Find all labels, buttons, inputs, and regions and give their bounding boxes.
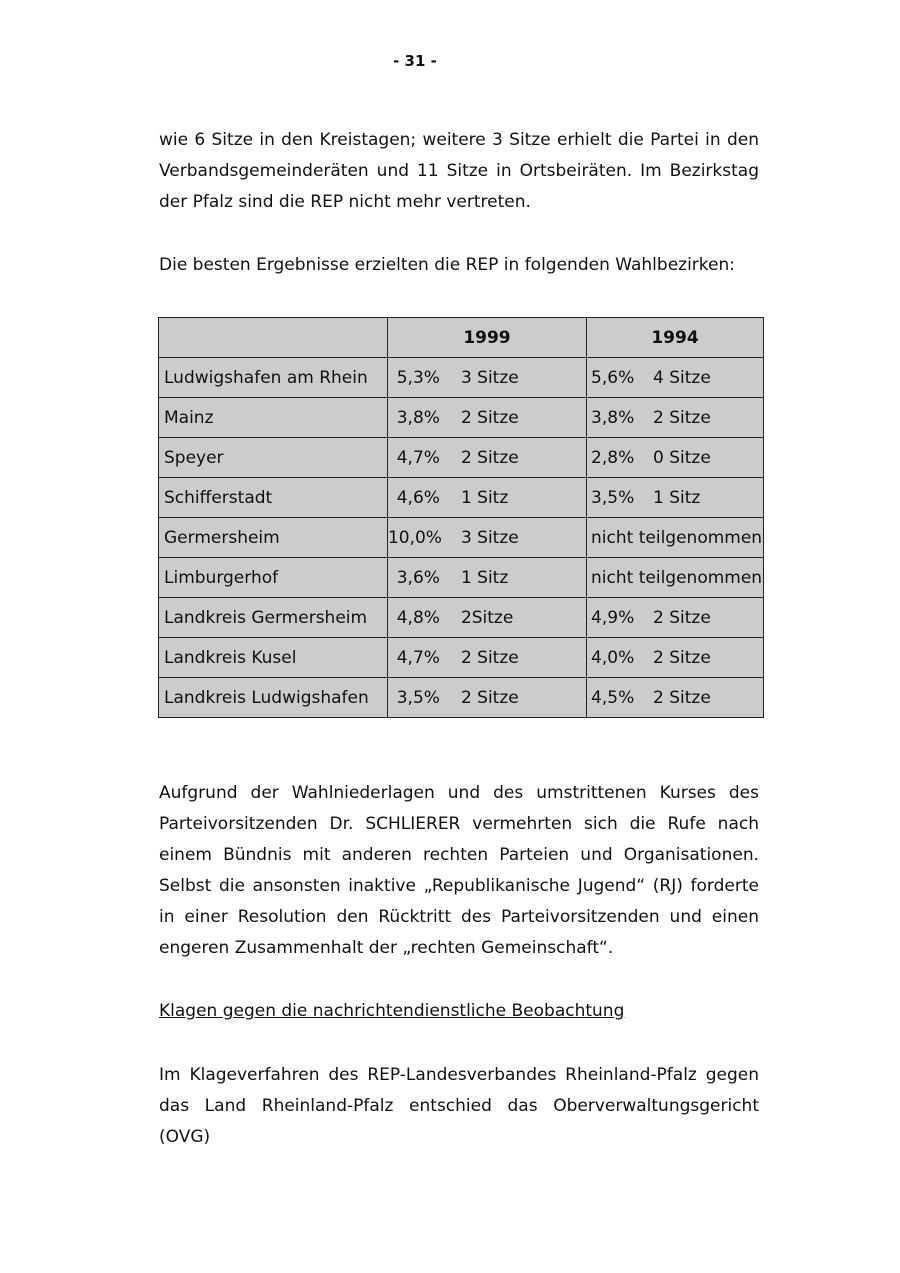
table-header-row (159, 318, 764, 358)
percent-1994: 3,8% (591, 407, 635, 428)
cell-1994 (587, 558, 764, 598)
cell-region: Landkreis Kusel (159, 638, 388, 678)
seats-1999: 3 Sitze (460, 527, 519, 548)
cell-region: Landkreis Ludwigshafen (159, 678, 388, 718)
section-heading: Klagen gegen die nachrichtendienstliche Beobachtung (159, 1001, 625, 1021)
percent-1994: 4,9% (591, 607, 635, 628)
seats-1994: 2 Sitze (653, 647, 711, 668)
seats-1994: 4 Sitze (653, 367, 711, 388)
percent-1999: 4,8% (396, 607, 440, 628)
cell-region: Mainz (159, 398, 388, 438)
table-body (159, 358, 764, 718)
table-row (159, 638, 764, 678)
paragraph-best-results-intro: Die besten Ergebnisse erzielten die REP in folgenden Wahlbezirken: (159, 255, 735, 275)
note-1994: nicht teilgenommen (591, 567, 763, 588)
table-row (159, 358, 764, 398)
cell-region: Landkreis Germersheim (159, 598, 388, 638)
cell-1994 (587, 478, 764, 518)
seats-1994: 2 Sitze (653, 687, 711, 708)
percent-1999: 4,7% (396, 647, 440, 668)
percent-1999: 10,0% (387, 527, 442, 548)
seats-1999: 1 Sitz (460, 487, 509, 508)
cell-1999 (387, 678, 586, 718)
seats-1999: 2 Sitze (460, 687, 519, 708)
table-row (159, 678, 764, 718)
cell-region: Ludwigshafen am Rhein (159, 358, 388, 398)
cell-1994 (587, 598, 764, 638)
note-1994: nicht teilgenommen (591, 527, 763, 548)
percent-1999: 3,8% (396, 407, 440, 428)
cell-1994 (587, 398, 764, 438)
percent-1994: 4,0% (591, 647, 635, 668)
percent-1994: 2,8% (591, 447, 635, 468)
cell-region: Germersheim (159, 518, 388, 558)
percent-1999: 4,6% (396, 487, 440, 508)
seats-1994: 0 Sitze (653, 447, 711, 468)
seats-1999: 2Sitze (460, 607, 514, 628)
cell-1999 (387, 558, 586, 598)
paragraph-alliance-calls: Aufgrund der Wahlniederlagen und des umstrittenen Kurses des Parteivorsitzenden Dr. SCHLIERER vermehrten sich die Rufe nach einem Bündnis mit anderen rechten Parteien und Organisationen. Selbst die ansonsten inaktive „Republikanische Jugend“ (RJ) forderte in einer Resolution den Rücktritt des Parteivorsitzenden und einen engeren Zusammenhalt der „rechten Gemeinschaft“. (159, 783, 759, 958)
cell-1999 (387, 518, 586, 558)
seats-1999: 1 Sitz (460, 567, 509, 588)
percent-1994: 3,5% (591, 487, 635, 508)
seats-1999: 2 Sitze (460, 447, 519, 468)
paragraph-court-case: Im Klageverfahren des REP-Landesverbandes Rheinland-Pfalz gegen das Land Rheinland-Pfalz entschied das Oberverwaltungsgericht (OVG) (159, 1065, 759, 1147)
cell-1999 (387, 478, 586, 518)
header-1994: 1994 (587, 318, 764, 358)
header-1999: 1999 (387, 318, 586, 358)
seats-1999: 2 Sitze (460, 407, 519, 428)
table-row (159, 558, 764, 598)
seats-1994: 1 Sitz (653, 487, 701, 508)
percent-1999: 3,5% (396, 687, 440, 708)
cell-1994 (587, 678, 764, 718)
cell-1994 (587, 438, 764, 478)
table-row (159, 478, 764, 518)
cell-1994 (587, 358, 764, 398)
cell-1999 (387, 598, 586, 638)
seats-1999: 2 Sitze (460, 647, 519, 668)
cell-1999 (387, 438, 586, 478)
table-row (159, 398, 764, 438)
cell-1999 (387, 398, 586, 438)
percent-1999: 5,3% (396, 367, 440, 388)
table-row (159, 438, 764, 478)
cell-1994 (587, 638, 764, 678)
seats-1994: 2 Sitze (653, 407, 711, 428)
cell-region: Limburgerhof (159, 558, 388, 598)
page-number: - 31 - (393, 52, 437, 70)
header-region (159, 318, 388, 358)
seats-1999: 3 Sitze (460, 367, 519, 388)
table-row (159, 518, 764, 558)
percent-1994: 4,5% (591, 687, 635, 708)
cell-1994 (587, 518, 764, 558)
seats-1994: 2 Sitze (653, 607, 711, 628)
cell-region: Speyer (159, 438, 388, 478)
paragraph-seats-summary: wie 6 Sitze in den Kreistagen; weitere 3 Sitze erhielt die Partei in den Verbandsgemeinderäten und 11 Sitze in Ortsbeiräten. Im Bezirkstag der Pfalz sind die REP nicht mehr vertreten. (159, 130, 759, 212)
election-results-table (158, 317, 764, 718)
table-row (159, 598, 764, 638)
cell-1999 (387, 638, 586, 678)
percent-1994: 5,6% (591, 367, 635, 388)
cell-region: Schifferstadt (159, 478, 388, 518)
percent-1999: 4,7% (396, 447, 440, 468)
cell-1999 (387, 358, 586, 398)
percent-1999: 3,6% (396, 567, 440, 588)
